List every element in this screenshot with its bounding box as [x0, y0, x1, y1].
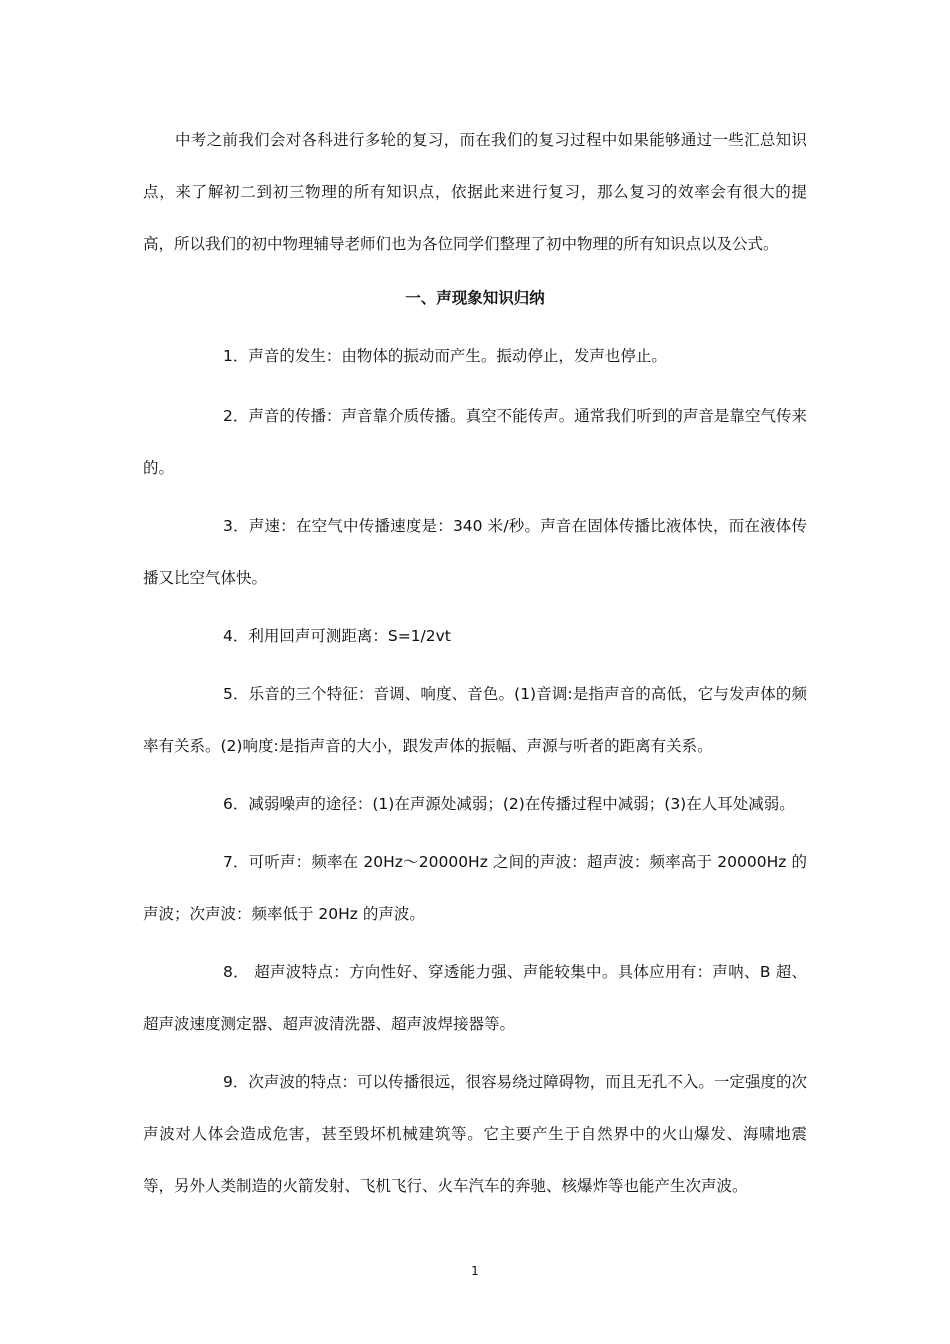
knowledge-item-7: 7．可听声：频率在 20Hz～20000Hz 之间的声波：超声波：频率高于 20000Hz 的声波；次声波：频率低于 20Hz 的声波。 — [143, 853, 807, 923]
knowledge-item-4: 4．利用回声可测距离：S=1/2vt — [223, 627, 451, 645]
page-number: 1 — [471, 1264, 479, 1278]
intro-paragraph: 中考之前我们会对各科进行多轮的复习，而在我们的复习过程中如果能够通过一些汇总知识点，来了解初二到初三物理的所有知识点，依据此来进行复习，那么复习的效率会有很大的提高，所以我们的初中物理辅导老师们也为各位同学们整理了初中物理的所有知识点以及公式。 — [143, 131, 807, 253]
knowledge-item-1: 1．声音的发生：由物体的振动而产生。振动停止，发声也停止。 — [223, 347, 667, 365]
knowledge-item-2: 2．声音的传播：声音靠介质传播。真空不能传声。通常我们听到的声音是靠空气传来的。 — [143, 407, 807, 477]
knowledge-item-3: 3．声速：在空气中传播速度是：340 米/秒。声音在固体传播比液体快，而在液体传播又比空气体快。 — [143, 517, 807, 587]
knowledge-item-9: 9．次声波的特点：可以传播很远，很容易绕过障碍物，而且无孔不入。一定强度的次声波对人体会造成危害，甚至毁坏机械建筑等。它主要产生于自然界中的火山爆发、海啸地震等，另外人类制造的火箭发射、飞机飞行、火车汽车的奔驰、核爆炸等也能产生次声波。 — [143, 1073, 807, 1195]
knowledge-item-6: 6．减弱噪声的途径：(1)在声源处减弱；(2)在传播过程中减弱；(3)在人耳处减弱。 — [223, 795, 795, 813]
knowledge-item-5: 5．乐音的三个特征：音调、响度、音色。(1)音调:是指声音的高低，它与发声体的频率有关系。(2)响度:是指声音的大小，跟发声体的振幅、声源与听者的距离有关系。 — [143, 685, 807, 755]
knowledge-item-8: 8． 超声波特点：方向性好、穿透能力强、声能较集中。具体应用有：声呐、B 超、超声波速度测定器、超声波清洗器、超声波焊接器等。 — [143, 963, 807, 1033]
section-title: 一、声现象知识归纳 — [405, 289, 545, 307]
